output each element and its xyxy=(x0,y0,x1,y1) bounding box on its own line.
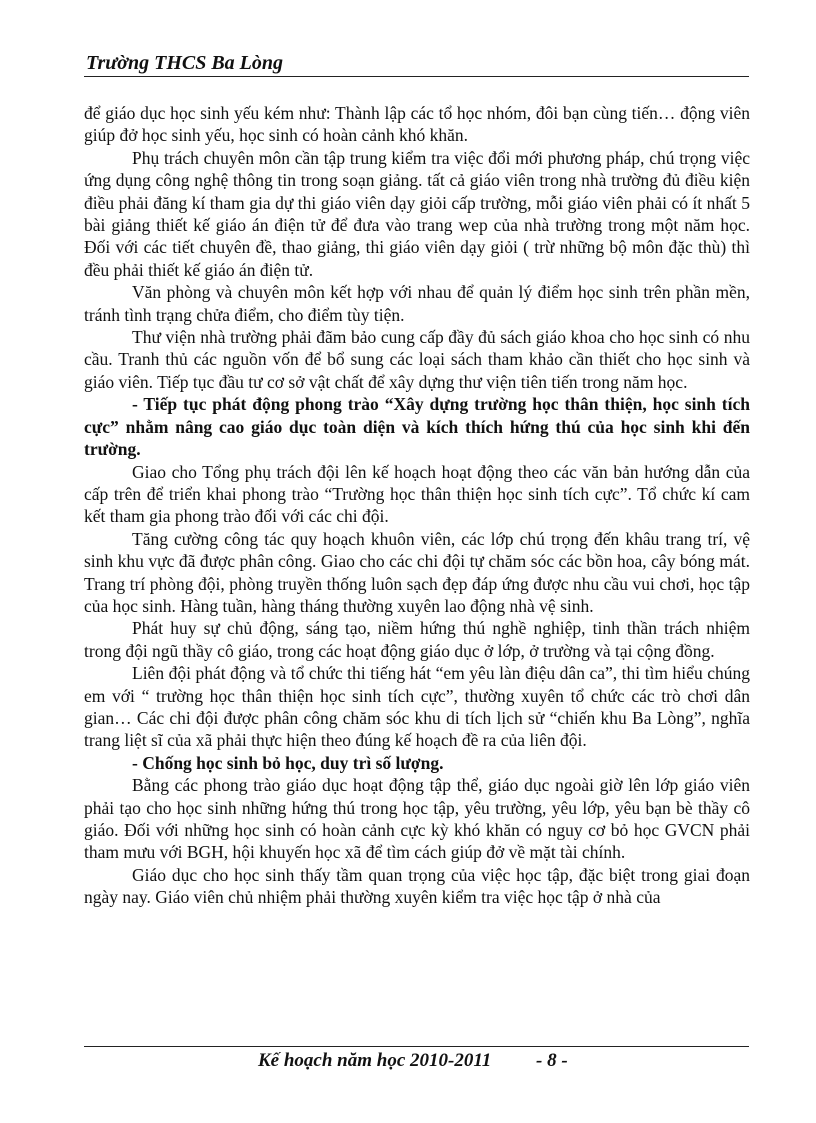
page-number: - 8 - xyxy=(536,1050,568,1071)
footer-divider xyxy=(84,1046,749,1047)
paragraph: Văn phòng và chuyên môn kết hợp với nhau để quản lý điểm học sinh trên phần mền, tránh tình trạng chửa điểm, cho điểm tùy tiện. xyxy=(84,282,750,325)
paragraph: Tăng cường công tác quy hoạch khuôn viên, các lớp chú trọng đến khâu trang trí, vệ sinh khu vực đã được phân công. Giao cho các chi đội tự chăm sóc các bồn hoa, cây bóng mát. Trang trí phòng đội, phòng truyền thống luôn sạch đẹp đáp ứng được nhu cầu vui chơi, học tập của học sinh. Hàng tuần, hàng tháng thường xuyên lao động nhà vệ sinh. xyxy=(84,528,750,616)
header-school-name: Trường THCS Ba Lòng xyxy=(86,52,284,74)
paragraph: Phát huy sự chủ động, sáng tạo, niềm hứng thú nghề nghiệp, tinh thần trách nhiệm trong đội ngũ thầy cô giáo, trong các hoạt động giáo dục ở lớp, ở trường và tại cộng đồng. xyxy=(84,618,750,661)
header-divider xyxy=(84,76,749,77)
paragraph: Giáo dục cho học sinh thấy tầm quan trọng của việc học tập, đặc biệt trong giai đoạn ngày nay. Giáo viên chủ nhiệm phải thường xuyên kiểm tra việc học tập ở nhà của xyxy=(84,864,750,908)
paragraph: Bằng các phong trào giáo dục hoạt động tập thể, giáo dục ngoài giờ lên lớp giáo viên phải tạo cho học sinh những hứng thú trong học tập, yêu trường, yêu lớp, yêu bạn bè thầy cô giáo. Đối với những học sinh có hoàn cảnh cực kỳ khó khăn có nguy cơ bỏ học GVCN phải tham mưu với BGH, hội khuyến học xã để tìm cách giúp đở về mặt tài chính. xyxy=(84,775,750,863)
paragraph: Thư viện nhà trường phải đãm bảo cung cấp đầy đủ sách giáo khoa cho học sinh có nhu cầu. Tranh thủ các nguồn vốn để bổ sung các loại sách tham khảo cần thiết cho học sinh và giáo viên. Tiếp tục đầu tư cơ sở vật chất để xây dựng thư viện tiên tiến trong năm học. xyxy=(84,327,750,392)
footer-plan-title: Kế hoạch năm học 2010-2011 xyxy=(258,1050,492,1071)
section-heading: - Tiếp tục phát động phong trào “Xây dựng trường học thân thiện, học sinh tích cực” nhằm nâng cao giáo dục toàn diện và kích thích hứng thú của học sinh khi đến trường. xyxy=(84,394,750,460)
document-body xyxy=(84,102,750,909)
section-heading: - Chống học sinh bỏ học, duy trì số lượng. xyxy=(132,752,444,773)
paragraph: Liên đội phát động và tổ chức thi tiếng hát “em yêu làn điệu dân ca”, thi tìm hiểu chúng em với “ trường học thân thiện học sinh tích cực”, thường xuyên tổ chức các trò chơi dân gian… Các chi đội được phân công chăm sóc khu di tích lịch sử “chiến khu Ba Lòng”, nghĩa trang liệt sĩ của xã phải thực hiện theo đúng kế hoạch đề ra của liên đội. xyxy=(84,663,750,751)
paragraph: Phụ trách chuyên môn cần tập trung kiểm tra việc đổi mới phương pháp, chú trọng việc ứng dụng công nghệ thông tin trong soạn giảng. tất cả giáo viên trong nhà trường đủ điều kiện điều phải đăng kí tham gia dự thi giáo viên dạy giỏi cấp trường, mỗi giáo viên phải có ít nhất 5 bài giảng thiết kế giáo án điện tử để đưa vào trang wep của nhà trường trong một năm học. Đối với các tiết chuyên đề, thao giảng, thi giáo viên dạy giỏi ( trừ những bộ môn đặc thù) thì đều phải thiết kế giáo án điện tử. xyxy=(84,147,750,280)
paragraph: để giáo dục học sinh yếu kém như: Thành lập các tổ học nhóm, đôi bạn cùng tiến… động viên giúp đở học sinh yếu, học sinh có hoàn cảnh khó khăn. xyxy=(84,103,750,146)
paragraph: Giao cho Tổng phụ trách đội lên kế hoạch hoạt động theo các văn bản hướng dẫn của cấp trên để triển khai phong trào “Trường học thân thiện học sinh tích cực”. Tổ chức kí cam kết tham gia phong trào đối với các chi đội. xyxy=(84,461,750,527)
